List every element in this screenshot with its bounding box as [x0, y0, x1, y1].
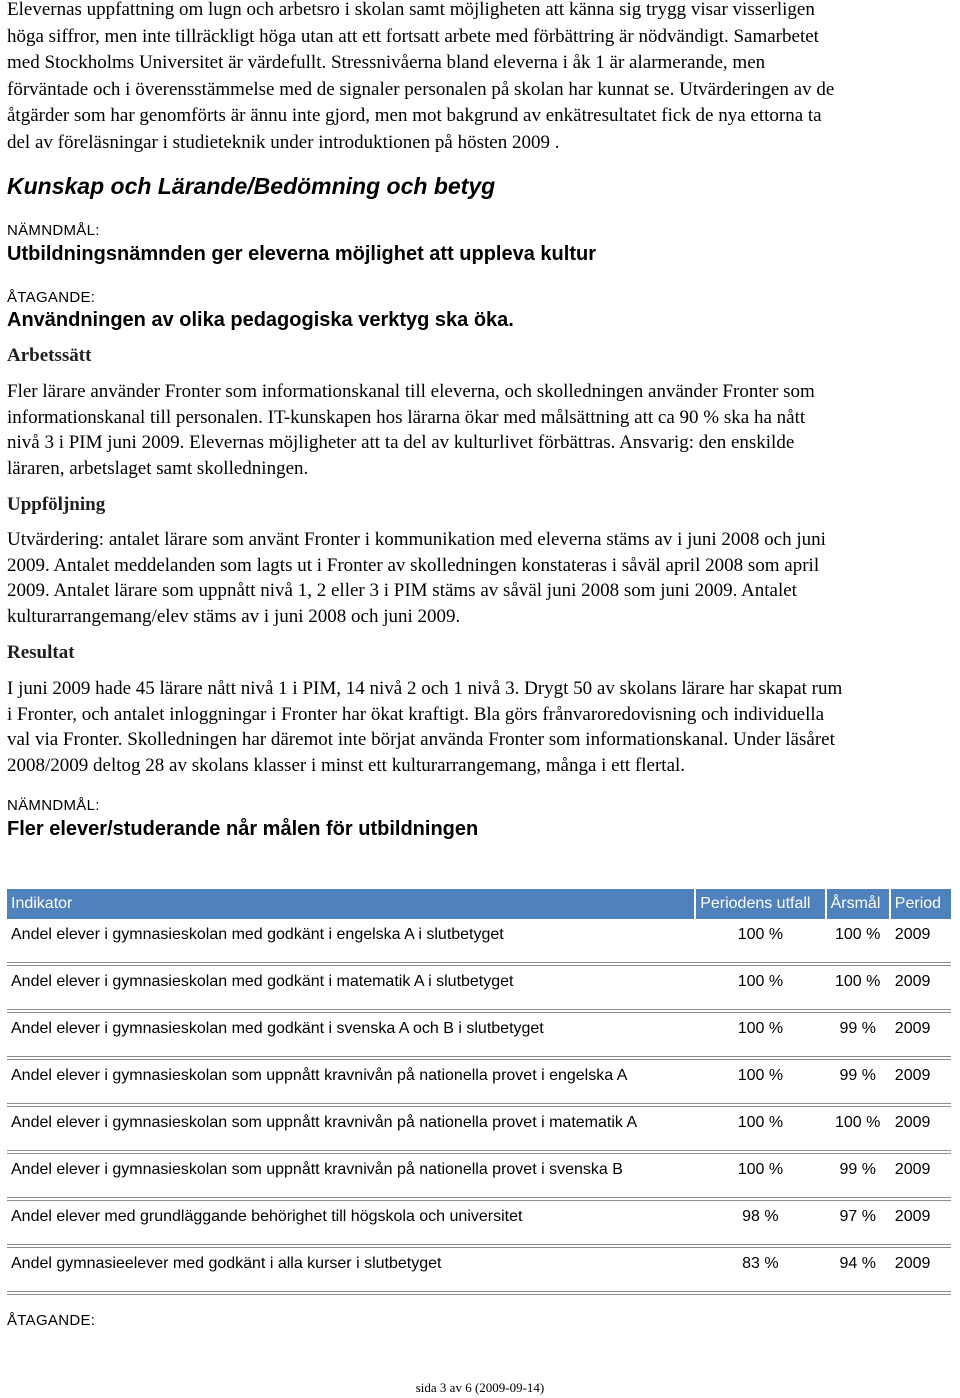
- header-period: Period: [891, 889, 951, 919]
- table-row: [7, 1201, 951, 1248]
- commitment-2: [7, 1312, 955, 1329]
- arbetssatt-section: [7, 345, 955, 367]
- table-row: [7, 1060, 951, 1107]
- cell-indicator: Andel gymnasieelever med godkänt i alla kurser i slutbetyget: [7, 1248, 696, 1295]
- cell-indicator: Andel elever i gymnasieskolan som uppnått kravnivån på nationella provet i engelska A: [7, 1060, 696, 1107]
- intro-line: förväntade och i överensstämmelse med de signaler personalen på skolan har kunnat se. Utvärderingen av de: [7, 78, 835, 100]
- goal-label: NÄMNDMÅL:: [7, 797, 100, 814]
- uppfoljning-line: kulturarrangemang/elev stäms av i juni 2008 och juni 2009.: [7, 605, 461, 627]
- cell-indicator: Andel elever med grundläggande behörighet till högskola och universitet: [7, 1201, 696, 1248]
- cell-period: 2009: [891, 1013, 951, 1060]
- resultat-line: I juni 2009 hade 45 lärare nått nivå 1 i PIM, 14 nivå 2 och 1 nivå 3. Drygt 50 av skolans lärare har skapat rum: [7, 678, 843, 699]
- goal-title: Utbildningsnämnden ger eleverna möjlighet att uppleva kultur: [7, 243, 596, 265]
- commitment-1: [7, 289, 955, 306]
- cell-outcome: 100 %: [696, 919, 826, 966]
- cell-period: 2009: [891, 919, 951, 966]
- indicator-table: [7, 889, 951, 1295]
- page-footer: sida 3 av 6 (2009-09-14): [415, 1380, 545, 1395]
- intro-line: höga siffror, men inte tillräckligt höga utan att ett fortsatt arbete med förbättring är nödvändigt. Samarbetet: [7, 25, 819, 47]
- uppfoljning-line: 2009. Antalet lärare som uppnått nivå 1, 2 eller 3 i PIM stäms av såväl juni 2008 som juni 2009. Antalet: [7, 580, 797, 601]
- intro-line: åtgärder som har genomförts är ännu inte gjord, men mot bakgrund av enkätresultatet fick de nya ettorna ta: [7, 105, 822, 126]
- section-title: Kunskap och Lärande/Bedömning och betyg: [7, 173, 496, 199]
- uppfoljning-heading: Uppföljning: [7, 494, 106, 515]
- resultat-line: i Fronter, och antalet inloggningar i Fronter har ökat kraftigt. Bla görs frånvaroredovisning och individuella: [7, 703, 825, 725]
- commitment-label: ÅTAGANDE:: [7, 289, 96, 306]
- cell-outcome: 98 %: [696, 1201, 826, 1248]
- cell-period: 2009: [891, 1154, 951, 1201]
- goal-title: Fler elever/studerande når målen för utbildningen: [7, 818, 479, 840]
- cell-period: 2009: [891, 1107, 951, 1154]
- uppfoljning-body: [7, 527, 955, 629]
- cell-target: 99 %: [827, 1154, 891, 1201]
- goal-1: [7, 222, 955, 239]
- intro-paragraph: [7, 0, 955, 156]
- goal-label: NÄMNDMÅL:: [7, 222, 100, 239]
- arbetssatt-line: nivå 3 i PIM juni 2009. Elevernas möjligheter att ta del av kulturlivet förbättras. Ansvarig: den enskilde: [7, 432, 795, 453]
- table-row: [7, 1013, 951, 1060]
- cell-indicator: Andel elever i gymnasieskolan med godkänt i svenska A och B i slutbetyget: [7, 1013, 696, 1060]
- resultat-text: [7, 676, 955, 778]
- cell-target: 99 %: [827, 1013, 891, 1060]
- arbetssatt-body: [7, 379, 955, 481]
- table-row: [7, 1248, 951, 1295]
- resultat-heading: Resultat: [7, 642, 75, 663]
- table-row: [7, 1107, 951, 1154]
- arbetssatt-line: informationskanal till personalen. IT-kunskapen hos lärarna ökar med målsättning att ca 90 % ska ha nått: [7, 406, 806, 428]
- resultat-body: [7, 676, 955, 778]
- cell-outcome: 100 %: [696, 966, 826, 1013]
- cell-target: 100 %: [827, 966, 891, 1013]
- cell-period: 2009: [891, 966, 951, 1013]
- arbetssatt-line: Fler lärare använder Fronter som informationskanal till eleverna, och skolledningen använder Fronter som: [7, 381, 815, 402]
- cell-outcome: 100 %: [696, 1154, 826, 1201]
- uppfoljning-line: Utvärdering: antalet lärare som använt Fronter i kommunikation med eleverna stäms av i juni 2008 och juni: [7, 529, 826, 550]
- table-row: [7, 966, 951, 1013]
- header-indicator: Indikator: [7, 889, 696, 919]
- table-header-row: [7, 889, 951, 919]
- cell-period: 2009: [891, 1060, 951, 1107]
- table-row: [7, 1154, 951, 1201]
- intro-line: del av föreläsningar i studieteknik under introduktionen på hösten 2009 .: [7, 131, 560, 153]
- header-outcome: Periodens utfall: [696, 889, 826, 919]
- header-target: Årsmål: [827, 889, 891, 919]
- cell-target: 99 %: [827, 1060, 891, 1107]
- cell-period: 2009: [891, 1248, 951, 1295]
- intro-line: med Stockholms Universitet är värdefullt. Stressnivåerna bland eleverna i åk 1 är alarmerande, men: [7, 52, 766, 73]
- cell-period: 2009: [891, 1201, 951, 1248]
- uppfoljning-line: 2009. Antalet meddelanden som lagts ut i Fronter av skolledningen konstateras i såväl april 2008 som april: [7, 554, 820, 576]
- resultat-line: 2008/2009 deltog 28 av skolans klasser i minst ett kulturarrangemang, många i ett flertal.: [7, 754, 686, 776]
- goal-2-title-wrap: [7, 818, 955, 841]
- cell-indicator: Andel elever i gymnasieskolan som uppnått kravnivån på nationella provet i matematik A: [7, 1107, 696, 1154]
- table-row: [7, 919, 951, 966]
- cell-outcome: 100 %: [696, 1013, 826, 1060]
- cell-target: 94 %: [827, 1248, 891, 1295]
- cell-indicator: Andel elever i gymnasieskolan med godkänt i matematik A i slutbetyget: [7, 966, 696, 1013]
- resultat-line: val via Fronter. Skolledningen har däremot inte börjat använda Fronter som informationskanal. Under läsåret: [7, 729, 835, 750]
- section-header: [7, 173, 955, 200]
- commitment-label: ÅTAGANDE:: [7, 1312, 96, 1329]
- arbetssatt-heading: Arbetssätt: [7, 345, 92, 366]
- intro-text: [7, 0, 955, 156]
- intro-line: Elevernas uppfattning om lugn och arbetsro i skolan samt möjligheten att känna sig trygg visar visserligen: [7, 0, 815, 20]
- uppfoljning-section: [7, 494, 955, 516]
- cell-indicator: Andel elever i gymnasieskolan som uppnått kravnivån på nationella provet i svenska B: [7, 1154, 696, 1201]
- cell-target: 100 %: [827, 919, 891, 966]
- cell-target: 100 %: [827, 1107, 891, 1154]
- cell-outcome: 83 %: [696, 1248, 826, 1295]
- cell-outcome: 100 %: [696, 1107, 826, 1154]
- commitment-1-title-wrap: [7, 309, 955, 332]
- cell-target: 97 %: [827, 1201, 891, 1248]
- goal-2: [7, 797, 955, 814]
- uppfoljning-text: [7, 527, 955, 629]
- arbetssatt-text: [7, 379, 955, 481]
- goal-1-title-wrap: [7, 243, 955, 266]
- cell-outcome: 100 %: [696, 1060, 826, 1107]
- cell-indicator: Andel elever i gymnasieskolan med godkänt i engelska A i slutbetyget: [7, 919, 696, 966]
- arbetssatt-line: läraren, arbetslaget samt skolledningen.: [7, 457, 309, 479]
- resultat-section: [7, 642, 955, 664]
- commitment-title: Användningen av olika pedagogiska verktyg ska öka.: [7, 309, 514, 331]
